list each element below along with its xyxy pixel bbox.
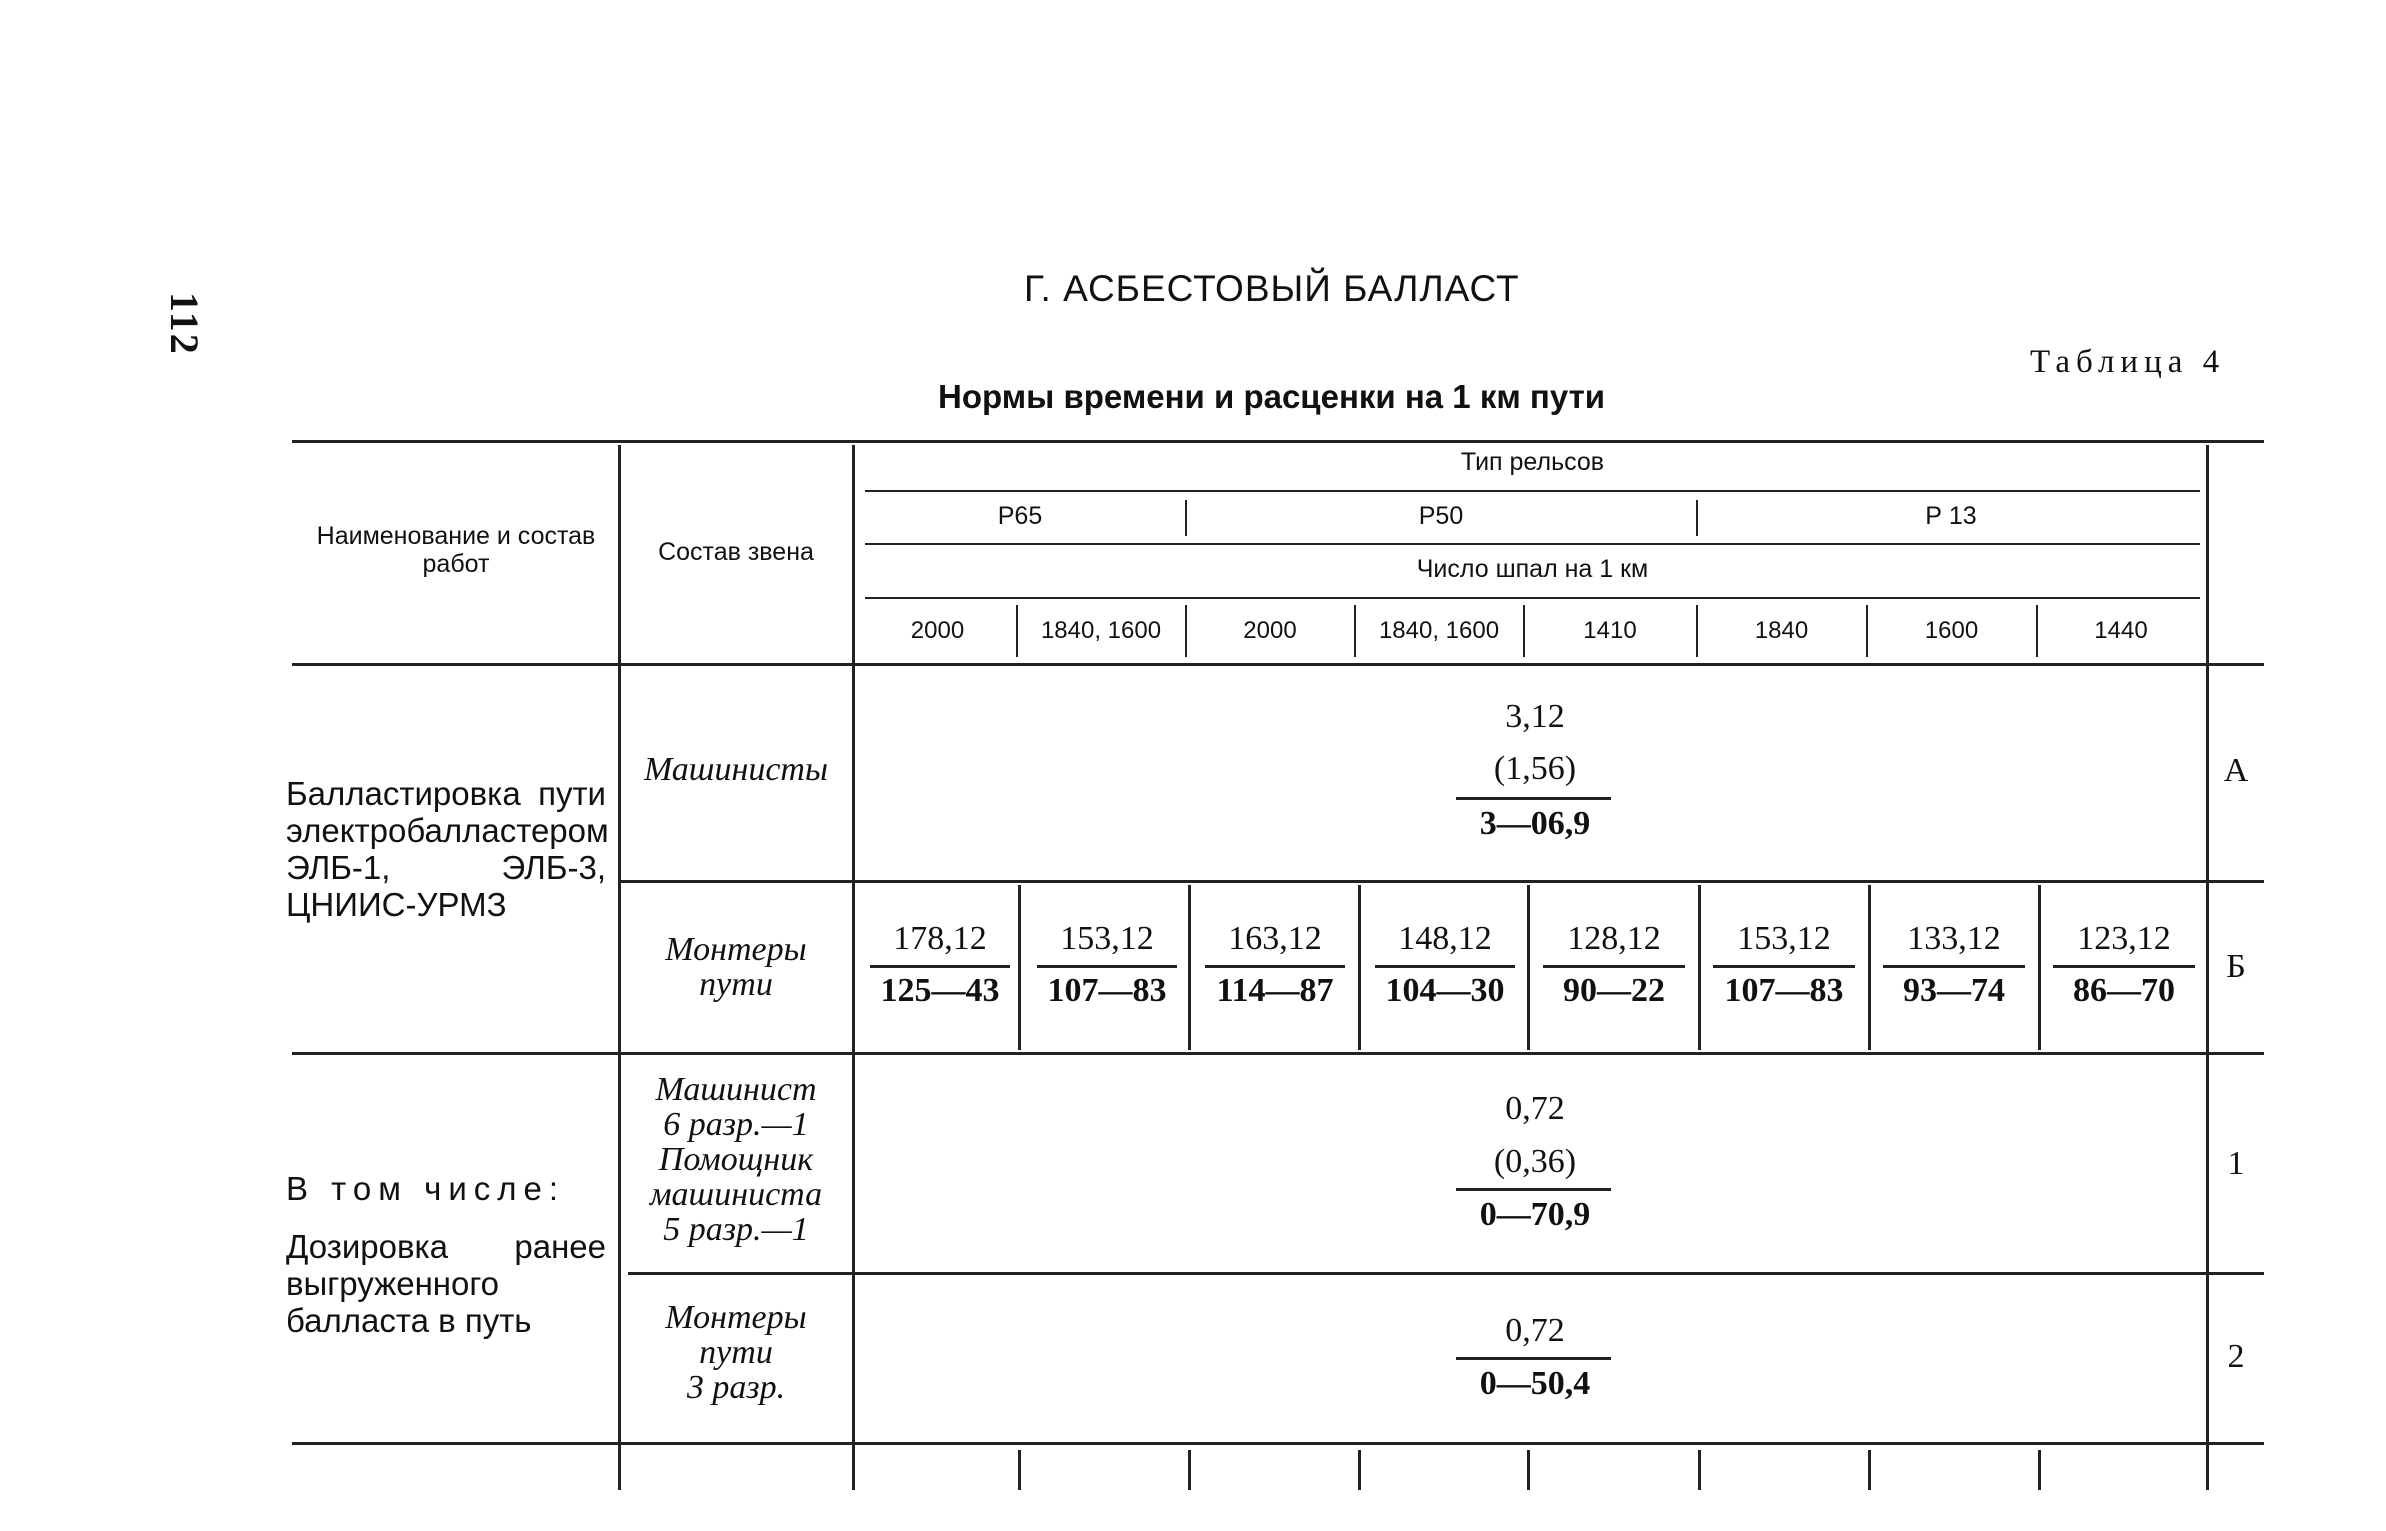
sleeper-count: 1840, 1600 xyxy=(1378,617,1500,644)
fitters-price: 114—87 xyxy=(1216,972,1334,1009)
fitters-norm: 123,12 xyxy=(2077,920,2171,957)
crew-sub-fitters: Монтеры пути 3 разр. xyxy=(665,1299,807,1406)
sleeper-count: 1840 xyxy=(1754,617,1809,644)
fitters-norm: 163,12 xyxy=(1228,920,1322,957)
row-letter: 1 xyxy=(2227,1145,2245,1182)
sleeper-count: 1600 xyxy=(1924,617,1979,644)
fitters-norm: 178,12 xyxy=(893,920,987,957)
crew-fitters: Монтеры пути xyxy=(665,931,807,1003)
fitters-norm: 153,12 xyxy=(1060,920,1154,957)
header-rail-type: Тип рельсов xyxy=(1460,448,1605,476)
header-rail-p50: Р50 xyxy=(1418,502,1464,530)
fitters-price: 93—74 xyxy=(1903,972,2005,1009)
fitters-norm: 153,12 xyxy=(1737,920,1831,957)
fitters-norm: 128,12 xyxy=(1567,920,1661,957)
sub-drivers-norm: 0,72 xyxy=(1505,1090,1565,1127)
fitters-price: 86—70 xyxy=(2073,972,2175,1009)
fitters-price: 90—22 xyxy=(1563,972,1665,1009)
fitters-norm: 148,12 xyxy=(1398,920,1492,957)
sleeper-count: 2000 xyxy=(1243,617,1297,644)
fitters-price: 107—83 xyxy=(1047,972,1167,1009)
row-letter: Б xyxy=(2226,948,2246,985)
sub-work-name: Дозировка ранее выгруженного балласта в путь xyxy=(286,1228,606,1339)
sub-fitters-price: 0—50,4 xyxy=(1479,1365,1591,1402)
including-label: В том числе: xyxy=(286,1170,566,1207)
sleeper-count: 1410 xyxy=(1583,617,1637,644)
drivers-price: 3—06,9 xyxy=(1479,805,1591,842)
fitters-price: 104—30 xyxy=(1385,972,1505,1009)
table-label: Таблица 4 xyxy=(2030,344,2226,380)
table-caption: Нормы времени и расценки на 1 км пути xyxy=(938,378,1606,415)
sleeper-count: 1440 xyxy=(2094,617,2148,644)
header-rail-p13: Р 13 xyxy=(1925,502,1977,530)
header-rail-p65: Р65 xyxy=(997,502,1043,530)
sub-fitters-norm: 0,72 xyxy=(1505,1312,1565,1349)
sleeper-count: 1840, 1600 xyxy=(1040,617,1162,644)
header-sleepers: Число шпал на 1 км xyxy=(1416,555,1649,583)
section-title: Г. АСБЕСТОВЫЙ БАЛЛАСТ xyxy=(1024,268,1520,309)
fitters-norm: 133,12 xyxy=(1907,920,2001,957)
page-number: 112 xyxy=(162,292,207,356)
main-work-name: Балластировка пути электробалластером ЭЛБ-1, ЭЛБ-3, ЦНИИС-УРМЗ xyxy=(286,775,609,923)
header-work-name: Наименование и состав работ xyxy=(316,522,596,578)
drivers-norm-paren: (1,56) xyxy=(1493,750,1577,787)
fitters-price: 107—83 xyxy=(1724,972,1844,1009)
sub-drivers-norm-paren: (0,36) xyxy=(1493,1143,1577,1180)
header-crew: Состав звена xyxy=(658,538,814,566)
sub-drivers-price: 0—70,9 xyxy=(1479,1196,1591,1233)
sleeper-count: 2000 xyxy=(910,617,965,644)
crew-drivers: Машинисты xyxy=(643,751,829,788)
row-letter: А xyxy=(2223,752,2249,789)
fitters-price: 125—43 xyxy=(880,972,1000,1009)
crew-sub-drivers: Машинист 6 разр.—1 Помощник машиниста 5 разр.—1 xyxy=(649,1071,823,1248)
row-letter: 2 xyxy=(2227,1338,2245,1375)
drivers-norm: 3,12 xyxy=(1505,698,1565,735)
